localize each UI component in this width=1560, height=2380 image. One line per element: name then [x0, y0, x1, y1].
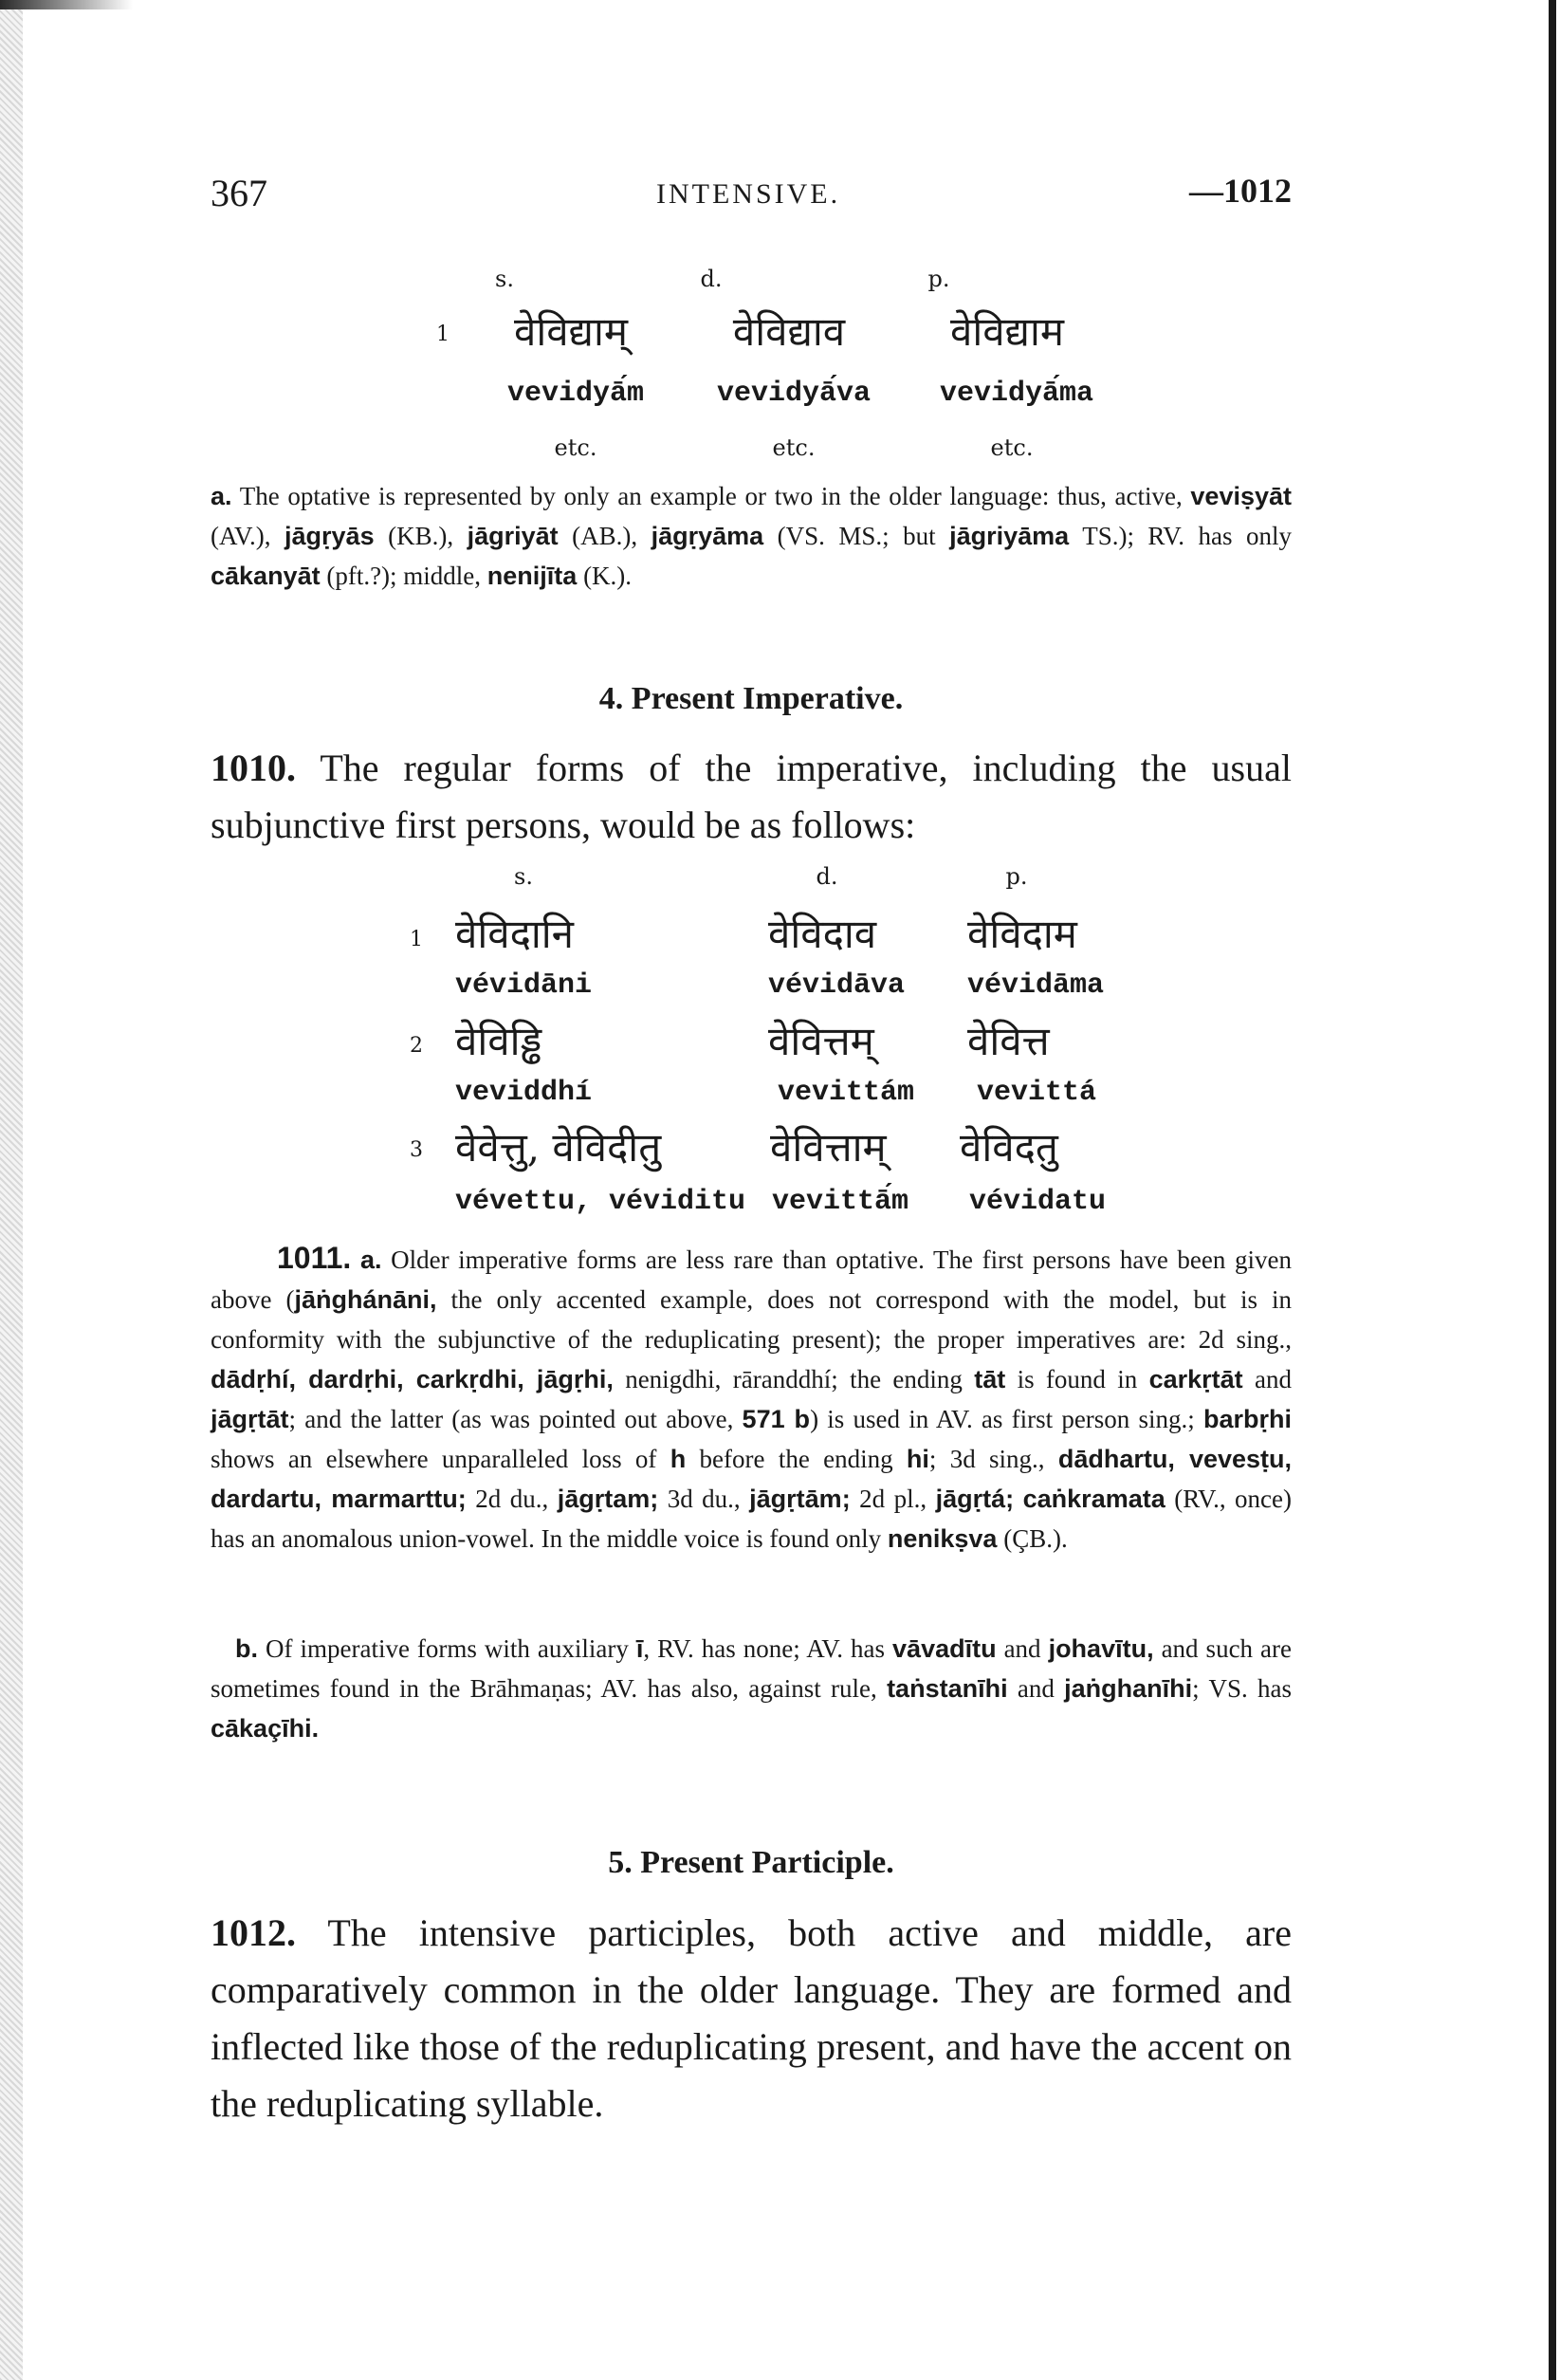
- scan-edge-right: [1549, 0, 1556, 2380]
- transliteration: vévidatu: [969, 1186, 1107, 1218]
- transliteration: veviddhí: [455, 1077, 593, 1109]
- running-title: INTENSIVE.: [656, 178, 841, 210]
- page-number: 367: [211, 172, 267, 214]
- row-number: 3: [410, 1138, 423, 1162]
- sanskrit-form: jāgṛtām;: [749, 1485, 851, 1513]
- column-header-plural: p.: [1005, 863, 1028, 890]
- scan-edge-left: [0, 0, 23, 2380]
- transliteration: vevidyā́va: [716, 378, 872, 410]
- cross-reference: 571 b: [742, 1405, 811, 1433]
- sanskrit-form: jāgriyāt: [467, 522, 559, 550]
- transliteration: vevittā́m: [772, 1186, 909, 1218]
- sanskrit-form: taṅstanīhi: [887, 1674, 1008, 1703]
- sanskrit-form: johavītu,: [1048, 1634, 1154, 1663]
- text: (K.).: [577, 562, 633, 590]
- row-number: 1: [410, 928, 423, 951]
- transliteration: vevidyā́m: [506, 378, 645, 410]
- devanagari-form: वेविद्याम: [949, 308, 1065, 355]
- paragraph-number: 1010.: [211, 747, 296, 789]
- devanagari-form: वेविद्याम्: [513, 308, 629, 355]
- paragraph-label: a.: [359, 1245, 382, 1274]
- text: Of imperative forms with auxiliary: [258, 1634, 636, 1663]
- text: (AB.),: [558, 522, 652, 550]
- devanagari-form: वेविदानि: [455, 911, 574, 957]
- sanskrit-form: cākanyāt: [211, 562, 321, 590]
- text: (pft.?); middle,: [320, 562, 487, 590]
- text: the only accented example, does not correspond with the model, but is in conformity with the subjunctive of the reduplicating present); the proper imperatives are: 2d sing.,: [211, 1285, 1292, 1354]
- devanagari-form: वेविदाम: [967, 911, 1077, 957]
- sanskrit-form: jāgṛtāt: [211, 1405, 289, 1433]
- text: (ÇB.).: [997, 1524, 1068, 1553]
- sanskrit-form: caṅkramata: [1022, 1485, 1165, 1513]
- etc-label: etc.: [772, 434, 816, 461]
- text: before the ending: [686, 1445, 907, 1473]
- text: The intensive participles, both active and middle, are comparatively common in the older language. They are formed and inflected like those of the reduplicating present, and have the accent on the reduplicating syllable.: [211, 1911, 1292, 2125]
- paragraph-label: a.: [211, 482, 232, 510]
- sanskrit-form: veviṣyāt: [1190, 482, 1292, 510]
- sanskrit-form: jāgṛyās: [284, 522, 375, 550]
- sanskrit-form: jaṅghanīhi: [1064, 1674, 1193, 1703]
- text: The optative is represented by only an example or two in the older language: thus, active,: [231, 482, 1191, 510]
- paragraph-1011a: [211, 1238, 1292, 1559]
- paragraph-number: 1011.: [277, 1241, 352, 1275]
- text: ; and the latter (as was pointed out above,: [288, 1405, 743, 1433]
- text: nenigdhi, rāranddhí; the ending: [613, 1365, 975, 1393]
- text: (RV., once) has an anomalous union-vowel. In the middle voice is found only: [211, 1485, 1293, 1553]
- text: ) is used in AV. as first person sing.;: [810, 1405, 1203, 1433]
- sanskrit-form: jāgṛtá;: [935, 1485, 1015, 1513]
- text: ; VS. has: [1192, 1674, 1292, 1703]
- column-header-dual: d.: [816, 863, 838, 890]
- devanagari-form: वेवित्तम्: [768, 1018, 874, 1064]
- text: Older imperative forms are less rare than optative. The first persons have been given above (: [211, 1245, 1292, 1314]
- text: and: [1242, 1365, 1292, 1393]
- column-header-plural: p.: [927, 266, 950, 292]
- section-reference: —1012: [1189, 172, 1292, 210]
- column-header-dual: d.: [700, 266, 723, 292]
- text: and such are sometimes found in the Brāhmaṇas; AV. has also, against rule,: [211, 1634, 1293, 1703]
- sanskrit-form: hi: [906, 1445, 929, 1473]
- transliteration: vevidyā́ma: [939, 378, 1094, 410]
- paragraph-number: 1012.: [211, 1911, 296, 1954]
- transliteration: vevittám: [778, 1077, 915, 1109]
- transliteration: vevittá: [977, 1077, 1097, 1109]
- text: [1014, 1485, 1022, 1513]
- sanskrit-form: nenijīta: [486, 562, 578, 590]
- transliteration: vévettu, véviditu: [455, 1186, 746, 1218]
- text: and: [1007, 1674, 1065, 1703]
- sanskrit-form: ī: [635, 1634, 644, 1663]
- text: (KB.),: [374, 522, 468, 550]
- section-heading-present-participle: 5. Present Participle.: [608, 1845, 894, 1880]
- sanskrit-form: nenikṣva: [887, 1524, 998, 1553]
- text: TS.); RV. has only: [1069, 522, 1293, 550]
- text: (AV.),: [211, 522, 285, 550]
- column-header-singular: s.: [495, 266, 514, 292]
- sanskrit-form: carkṛtāt: [1148, 1365, 1243, 1393]
- devanagari-form: वेवित्त: [967, 1018, 1050, 1064]
- section-heading-present-imperative: 4. Present Imperative.: [598, 681, 904, 716]
- row-number: 1: [436, 323, 450, 346]
- text: The regular forms of the imperative, including the usual subjunctive first persons, would be as follows:: [211, 747, 1292, 846]
- etc-label: etc.: [554, 434, 597, 461]
- devanagari-form: वेविदतु: [960, 1124, 1058, 1171]
- devanagari-form: वेविद्याव: [732, 308, 846, 355]
- paragraph-label: b.: [235, 1634, 258, 1663]
- paragraph-1010: [211, 740, 1292, 854]
- transliteration: vévidāva: [768, 969, 906, 1002]
- sanskrit-form: jāgriyāma: [949, 522, 1070, 550]
- text: 3d du.,: [658, 1485, 750, 1513]
- transliteration: vévidāni: [455, 969, 593, 1002]
- sanskrit-form: jāgṛyāma: [651, 522, 764, 550]
- sanskrit-form: cākaçīhi.: [211, 1714, 320, 1743]
- sanskrit-form: dādṛhí, dardṛhi, carkṛdhi, jāgṛhi,: [211, 1365, 614, 1393]
- paragraph-1011b: [211, 1629, 1292, 1748]
- text: 2d du.,: [466, 1485, 558, 1513]
- devanagari-form: वेवेत्तु, वेविदीतु: [455, 1124, 662, 1171]
- devanagari-form: वेविदाव: [768, 911, 877, 957]
- devanagari-form: वेवित्ताम्: [770, 1124, 887, 1171]
- sanskrit-form: barbṛhi: [1202, 1405, 1292, 1433]
- text: is found in: [1005, 1365, 1149, 1393]
- row-number: 2: [410, 1034, 423, 1058]
- etc-label: etc.: [990, 434, 1034, 461]
- text: and: [996, 1634, 1049, 1663]
- scan-edge-top: [0, 0, 133, 9]
- text: shows an elsewhere unparalleled loss of: [211, 1445, 670, 1473]
- text: ; 3d sing.,: [928, 1445, 1058, 1473]
- sanskrit-form: dādhartu, vevesṭu, dardartu, marmarttu;: [211, 1445, 1293, 1513]
- sanskrit-form: jāgṛtam;: [557, 1485, 659, 1513]
- text: (VS. MS.; but: [763, 522, 950, 550]
- sanskrit-form: jāṅghánāni,: [294, 1285, 437, 1314]
- sanskrit-form: vāvadītu: [892, 1634, 997, 1663]
- paragraph-1009a: [211, 476, 1292, 596]
- transliteration: vévidāma: [967, 969, 1105, 1002]
- paragraph-1012: [211, 1905, 1292, 2132]
- column-header-singular: s.: [514, 863, 533, 890]
- sanskrit-form: h: [670, 1445, 687, 1473]
- text: , RV. has none; AV. has: [643, 1634, 893, 1663]
- devanagari-form: वेविड्ढि: [455, 1018, 542, 1064]
- text: 2d pl.,: [850, 1485, 936, 1513]
- sanskrit-form: tāt: [974, 1365, 1006, 1393]
